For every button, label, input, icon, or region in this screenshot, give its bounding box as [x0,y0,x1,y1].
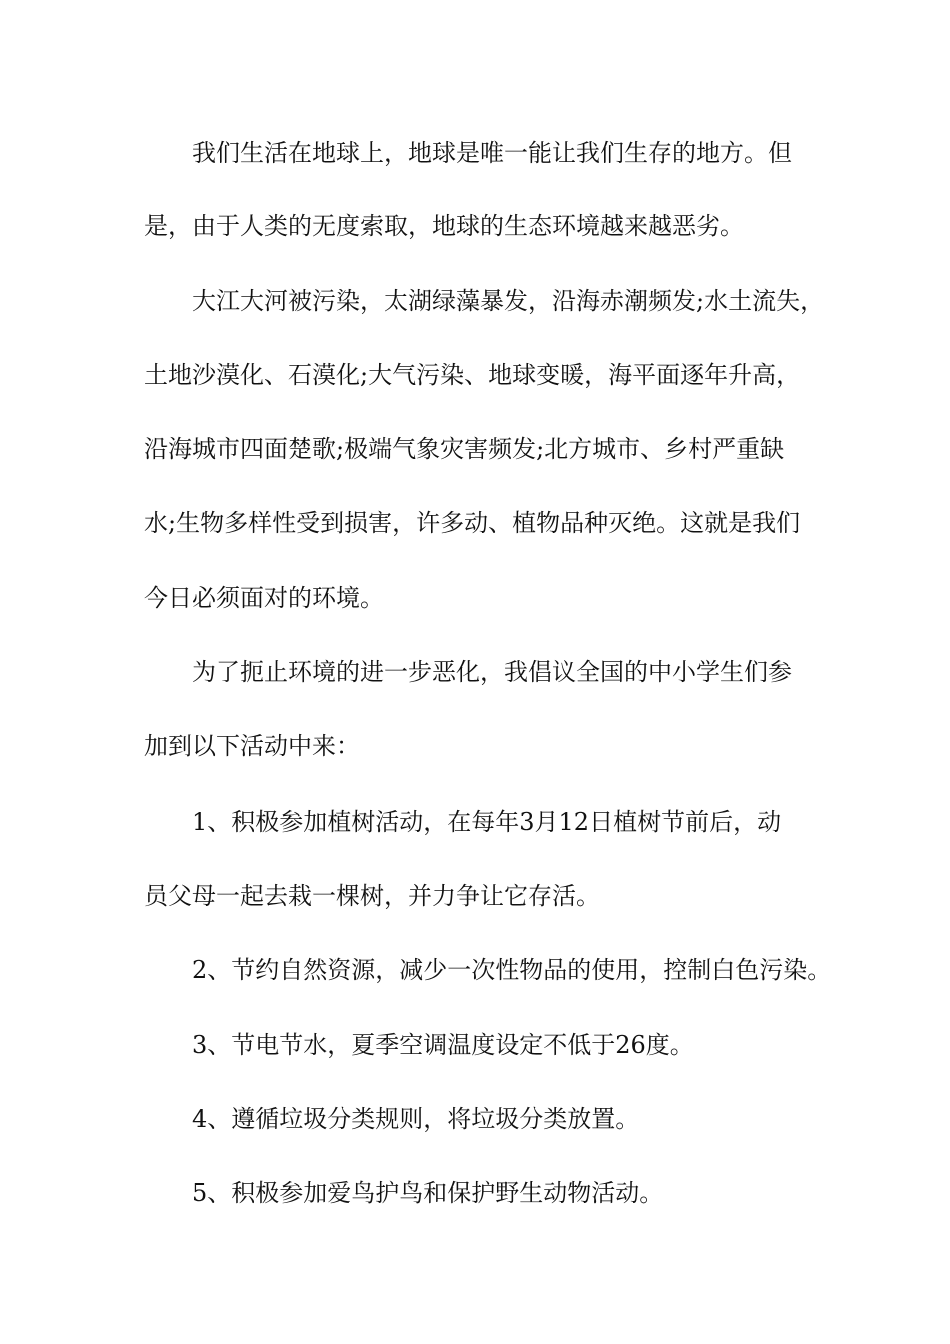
text-line: 1、积极参加植树活动，在每年3月12日植树节前后，动 [192,808,782,836]
text-line: 2、节约自然资源，减少一次性物品的使用，控制白色污染。 [192,956,832,984]
text-line: 是，由于人类的无度索取，地球的生态环境越来越恶劣。 [144,212,744,240]
text-line: 水;生物多样性受到损害，许多动、植物品种灭绝。这就是我们 [144,509,801,537]
text-line: 我们生活在地球上，地球是唯一能让我们生存的地方。但 [192,139,792,167]
text-line: 大江大河被污染，太湖绿藻暴发，沿海赤潮频发;水土流失， [192,287,825,315]
text-line: 为了扼止环境的进一步恶化，我倡议全国的中小学生们参 [192,658,792,686]
text-line: 加到以下活动中来： [144,732,360,760]
text-line: 3、节电节水，夏季空调温度设定不低于26度。 [192,1031,694,1059]
text-line: 沿海城市四面楚歌;极端气象灾害频发;北方城市、乡村严重缺 [144,435,785,463]
text-line: 员父母一起去栽一棵树，并力争让它存活。 [144,882,600,910]
text-line: 5、积极参加爱鸟护鸟和保护野生动物活动。 [192,1179,664,1207]
text-line: 4、遵循垃圾分类规则，将垃圾分类放置。 [192,1105,640,1133]
text-line: 土地沙漠化、石漠化;大气污染、地球变暖，海平面逐年升高， [144,361,801,389]
text-line: 今日必须面对的环境。 [144,584,384,612]
